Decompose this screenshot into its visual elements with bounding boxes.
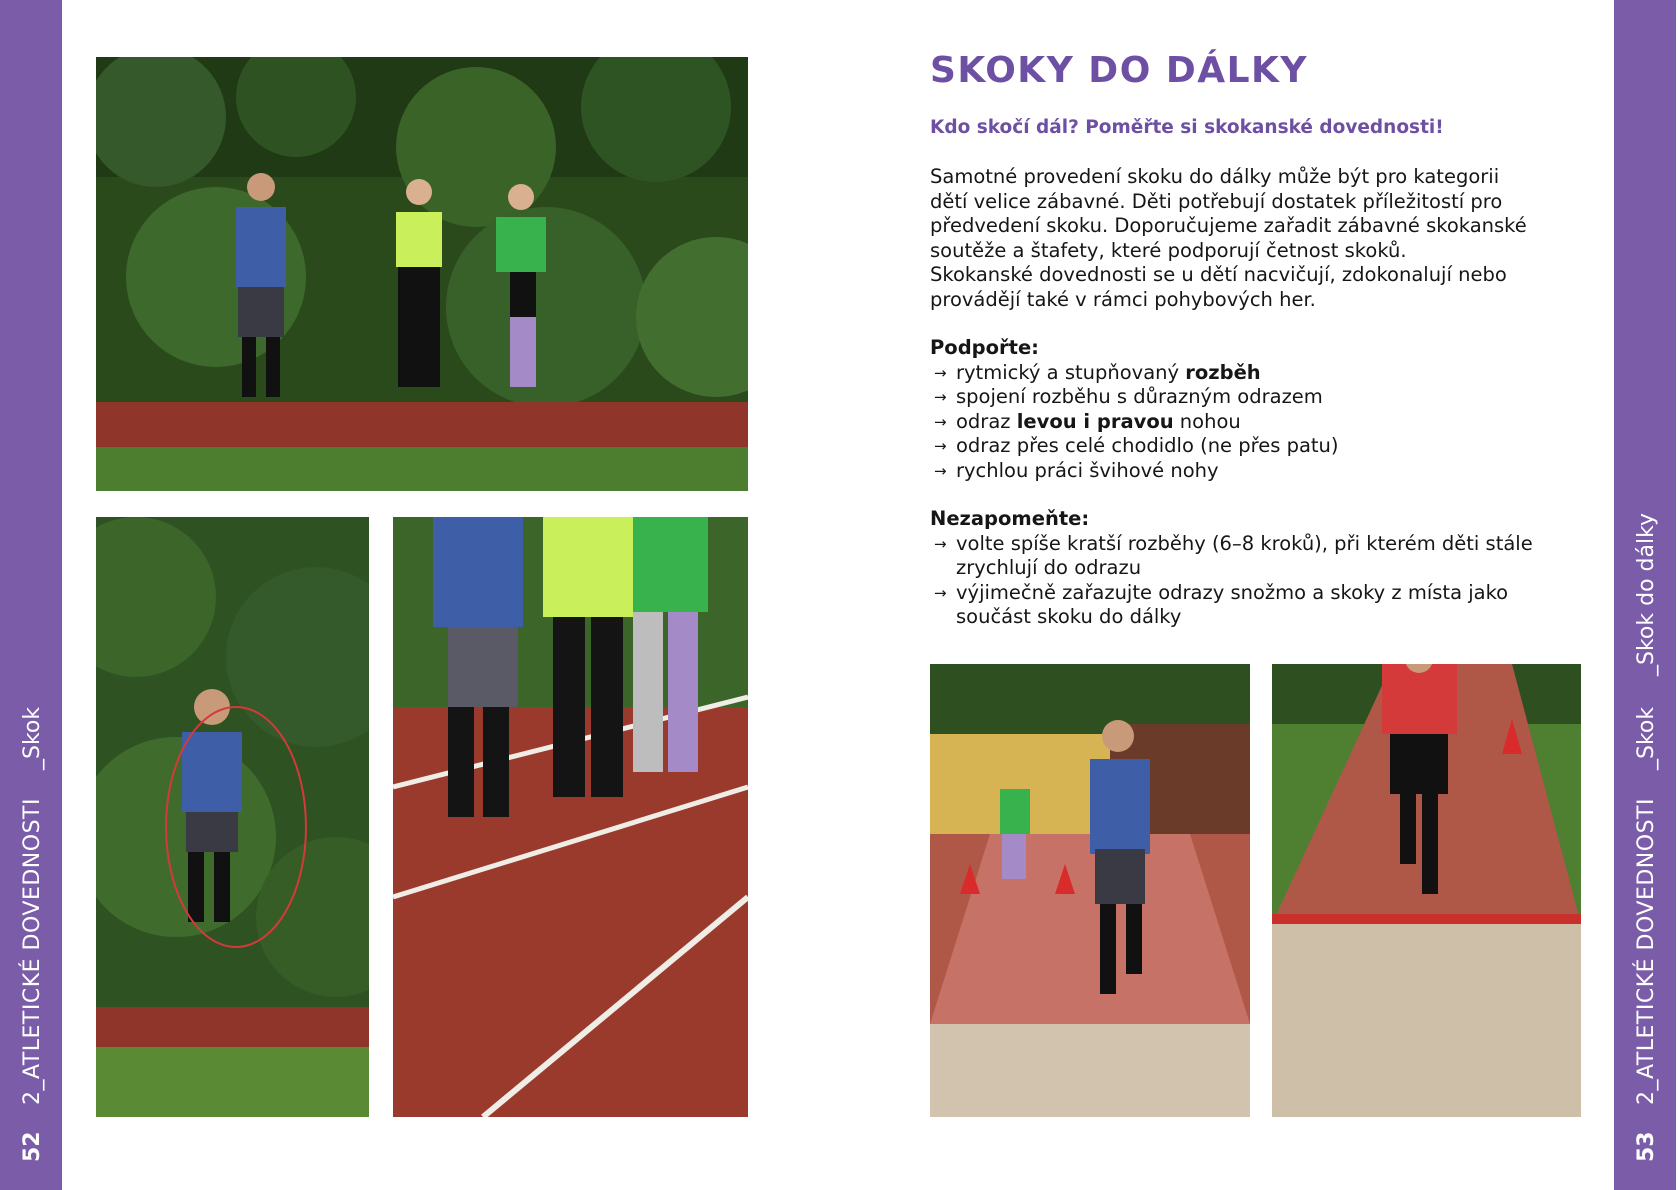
section-label-left: 2_ATLETICKÉ DOVEDNOSTI: [20, 798, 45, 1105]
section-label-right: 2_ATLETICKÉ DOVEDNOSTI: [1634, 798, 1659, 1105]
support-heading: Podpořte:: [930, 336, 1039, 359]
article-text: [930, 50, 1570, 630]
list-item-bold: levou i pravou: [1016, 409, 1174, 433]
intro-paragraph: [930, 165, 1570, 312]
left-page-band: [0, 0, 62, 1190]
intro-line: dětí velice zábavné. Děti potřebují dostatek příležitostí pro: [930, 189, 1503, 213]
remember-list: [930, 532, 1570, 630]
right-page-band: [1614, 0, 1676, 1190]
photo-boy-jump-rope: [96, 517, 369, 1117]
list-item-text: nohou: [1173, 409, 1241, 433]
list-item: [934, 410, 1570, 435]
support-list: [930, 361, 1570, 484]
list-item-bold: rozběh: [1185, 360, 1261, 384]
list-item-text: výjimečně zařazujte odrazy snožmo a skoky z místa jako: [956, 580, 1509, 604]
list-item: [934, 434, 1570, 459]
topic-label-right: _Skok do dálky: [1634, 512, 1659, 676]
arrow-icon: →: [934, 583, 947, 602]
page-title: SKOKY DO DÁLKY: [930, 50, 1308, 91]
list-item-text: rychlou práci švihové nohy: [956, 458, 1219, 482]
photo-legs-on-track: [393, 517, 748, 1117]
subsection-label-right: _Skok: [1634, 706, 1659, 770]
arrow-icon: →: [934, 461, 947, 480]
list-item-text: odraz přes celé chodidlo (ne přes patu): [956, 434, 1339, 457]
intro-line: předvedení skoku. Doporučujeme zařadit zábavné skokanské: [930, 214, 1527, 237]
list-item-text: volte spíše kratší rozběhy (6–8 kroků), při kterém děti stále: [956, 531, 1533, 555]
arrow-icon: →: [934, 363, 947, 382]
intro-line: Skokanské dovednosti se u dětí nacvičují, zdokonalují nebo: [930, 263, 1507, 286]
arrow-icon: →: [934, 534, 947, 553]
page-number-right: 53: [1634, 1131, 1659, 1162]
page-number-left: 52: [20, 1131, 45, 1162]
photo-runner-sandpit: [1272, 664, 1581, 1117]
remember-heading: Nezapomeňte:: [930, 507, 1090, 530]
arrow-icon: →: [934, 437, 947, 455]
intro-line: soutěže a štafety, které podporují četnost skoků.: [930, 238, 1407, 262]
photo-boy-long-jump: [930, 664, 1250, 1117]
list-item-text: spojení rozběhu s důrazným odrazem: [956, 385, 1323, 408]
list-item-text: odraz: [956, 409, 1017, 433]
list-item-text: součást skoku do dálky: [956, 605, 1182, 628]
list-item: [934, 385, 1570, 410]
subsection-label-left: _Skok: [20, 706, 45, 770]
photo-kids-jumping: [96, 57, 748, 491]
intro-line: provádějí také v rámci pohybových her.: [930, 287, 1316, 311]
list-item-text: rytmický a stupňovaný: [956, 360, 1186, 384]
article-subtitle: Kdo skočí dál? Poměřte si skokanské dovednosti!: [930, 117, 1444, 138]
intro-line: Samotné provedení skoku do dálky může být pro kategorii: [930, 165, 1500, 188]
arrow-icon: →: [934, 412, 947, 431]
list-item-text: zrychlují do odrazu: [956, 556, 1142, 579]
list-item: [934, 581, 1570, 630]
arrow-icon: →: [934, 388, 947, 406]
list-item: [934, 459, 1570, 484]
list-item: [934, 361, 1570, 386]
list-item: [934, 532, 1570, 581]
